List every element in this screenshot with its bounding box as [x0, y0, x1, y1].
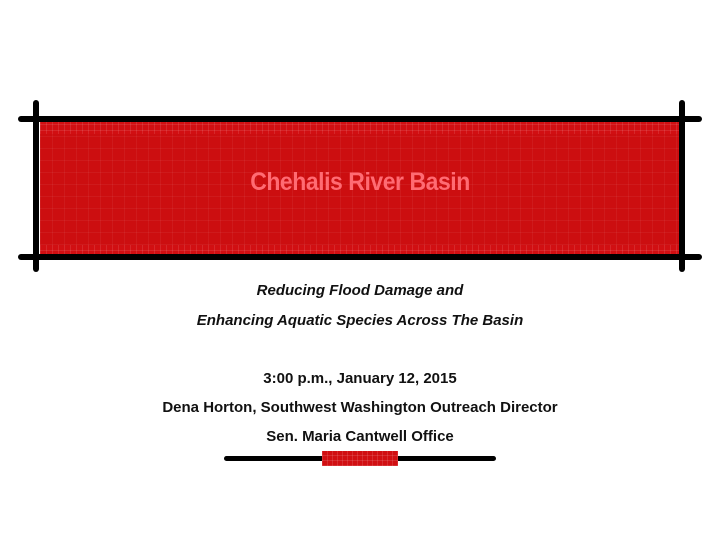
frame-bottom-line: [18, 254, 702, 260]
bottom-red-block: [322, 451, 398, 466]
slide-title: Chehalis River Basin: [250, 168, 470, 196]
subtitle-line-2: Enhancing Aquatic Species Across The Basin: [196, 312, 524, 329]
presenter-name: Dena Horton, Southwest Washington Outreach Director: [162, 399, 558, 416]
presentation-datetime: 3:00 p.m., January 12, 2015: [263, 370, 457, 387]
subtitle-line-1: Reducing Flood Damage and: [256, 282, 464, 299]
frame-top-line: [18, 116, 702, 122]
presenter-office: Sen. Maria Cantwell Office: [266, 428, 454, 445]
